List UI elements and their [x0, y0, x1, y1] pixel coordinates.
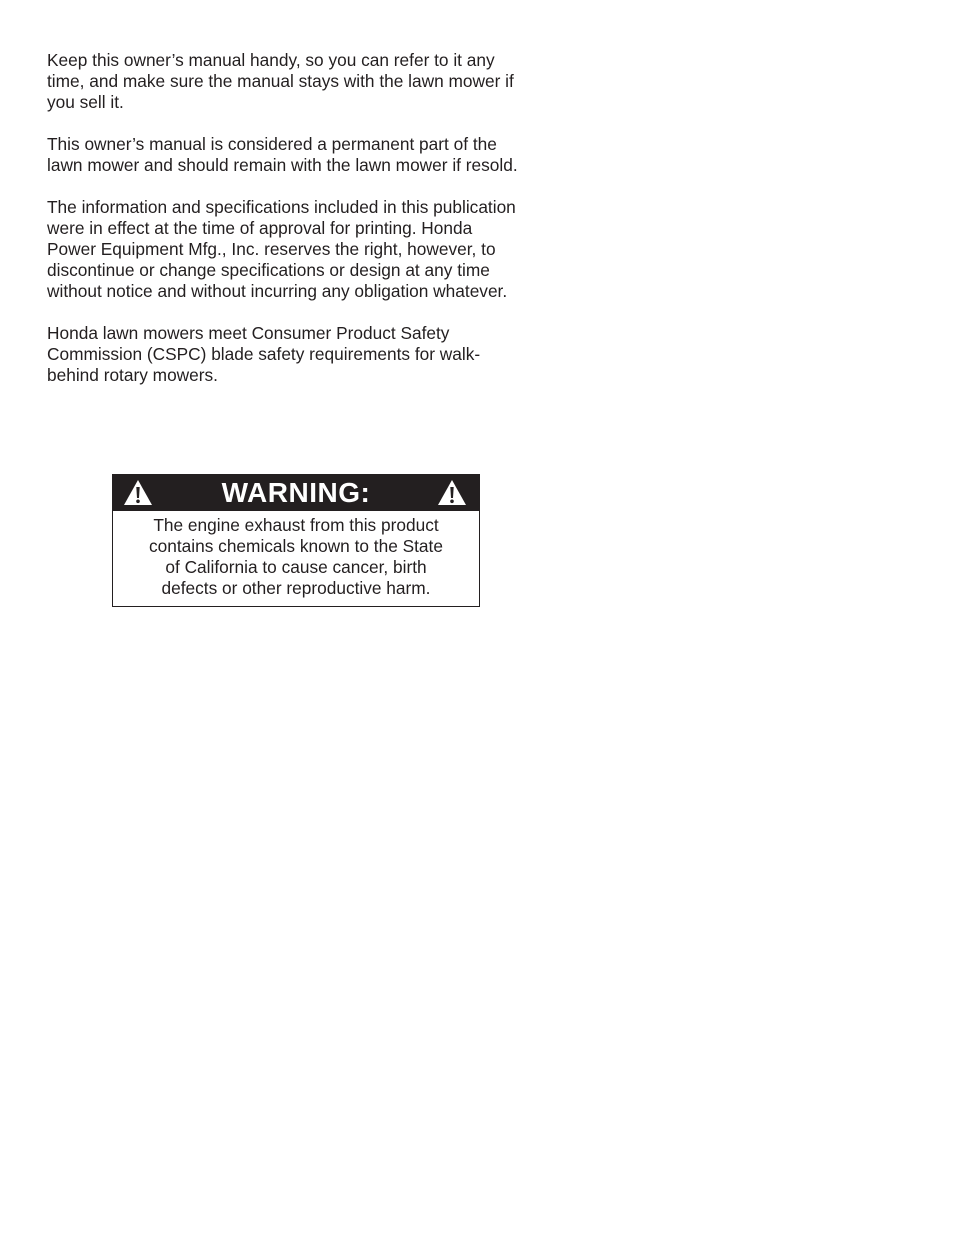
warning-title: WARNING:	[221, 477, 371, 508]
california-warning-box	[112, 474, 480, 607]
warning-triangle-icon	[123, 479, 153, 506]
paragraph-specifications: The information and specifications included in this publication were in effect at the time of approval for printing. Honda Power Equipment Mfg., Inc. reserves the right, however, to discontinue or change specifications or design at any time without notice and without incurring any obligation whatever.	[47, 197, 516, 301]
manual-intro-text	[47, 50, 567, 407]
paragraph-permanent-part: This owner’s manual is considered a permanent part of the lawn mower and should remain with the lawn mower if resold.	[47, 134, 518, 175]
paragraph-cpsc: Honda lawn mowers meet Consumer Product Safety Commission (CSPC) blade safety requirements for walk- behind rotary mowers.	[47, 323, 481, 385]
warning-body-text: The engine exhaust from this product contains chemicals known to the State of California to cause cancer, birth defects or other reproductive harm.	[149, 515, 443, 598]
paragraph-keep-manual: Keep this owner’s manual handy, so you can refer to it any time, and make sure the manual stays with the lawn mower if you sell it.	[47, 50, 514, 112]
warning-triangle-icon	[437, 479, 467, 506]
warning-header	[113, 475, 479, 511]
